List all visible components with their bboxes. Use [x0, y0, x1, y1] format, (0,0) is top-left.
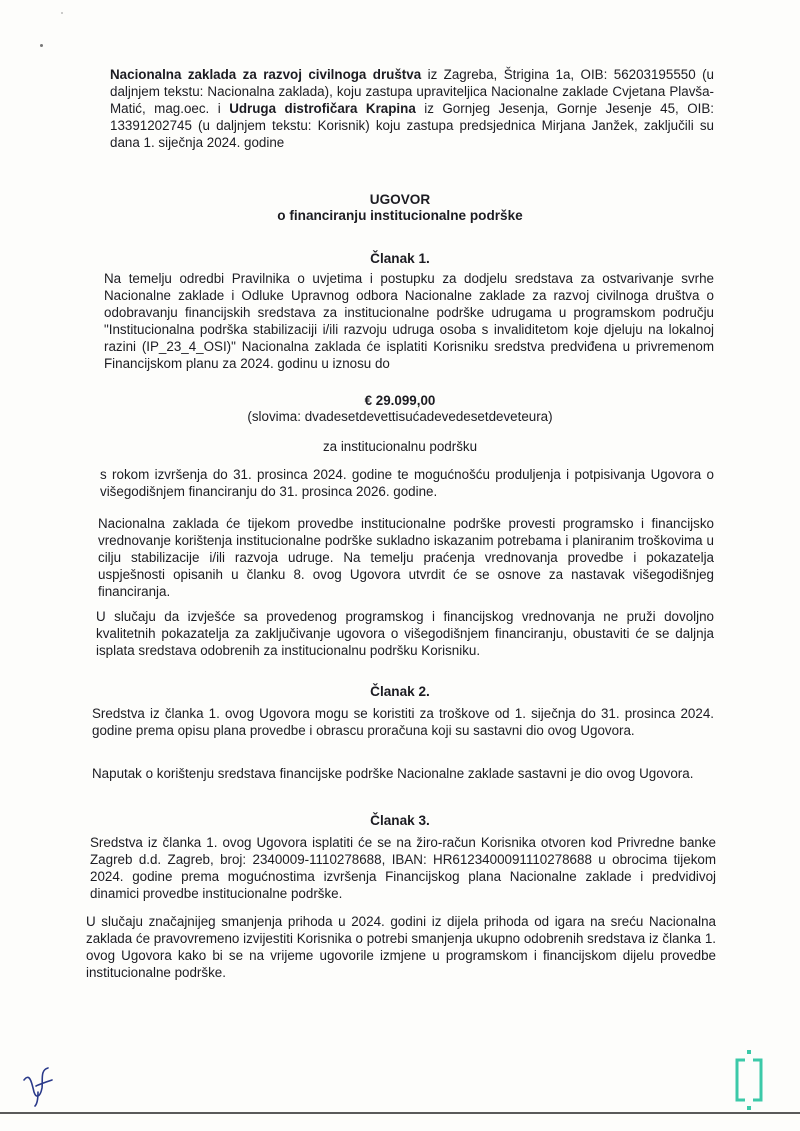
amount: € 29.099,00: [364, 393, 436, 408]
article-1-heading: Članak 1.: [370, 251, 430, 266]
scan-speck: [40, 44, 43, 47]
intro-text-a: iz Zagreba, Štrigina 1a, OIB: 56203195550 (u daljnjem tekstu: Nacionalna zaklada), koju zastupa upraviteljica Nacionalne zaklade Cvjetana Plavša-Matić, mag.oec. i: [110, 67, 714, 116]
amount-in-words: (slovima: dvadesetdevettisućadevedesetdeveteura): [247, 409, 553, 424]
intro-text-b: iz Gornjeg Jesenja, Gornje Jesenje 45, OIB: 13391202745 (u daljnjem tekstu: Korisnik) koju zastupa predsjednica Mirjana Janžek, zaključili su dana 1. siječnja 2024. godine: [110, 101, 714, 150]
party2-name: Udruga distrofičara Krapina: [229, 101, 416, 116]
article-2-heading: Članak 2.: [370, 684, 430, 699]
bracket-logo-icon: [733, 1050, 765, 1110]
intro-paragraph: [110, 66, 714, 151]
party1-name: Nacionalna zaklada za razvoj civilnoga društva: [110, 67, 422, 82]
article-3-paragraph-1: Sredstva iz članka 1. ovog Ugovora isplatiti će se na žiro-račun Korisnika otvoren kod Privredne banke Zagreb d.d. Zagreb, broj: 2340009-1110278688, IBAN: HR6123400091110278688 u obrocima tijekom 2024. godine prema mogućnostima izvršenja Financijskog plana Nacionalne zaklade i predvidivoj dinamici provedbe institucionalne podrške.: [90, 835, 716, 901]
article-3-heading: Članak 3.: [370, 813, 430, 828]
purpose: za institucionalnu podršku: [322, 439, 478, 454]
article-2-paragraph-1: Sredstva iz članka 1. ovog Ugovora mogu se koristiti za troškove od 1. siječnja do 31. prosinca 2024. godine prema opisu plana provedbe i obrascu proračuna koji su sastavni dio ovog Ugovora.: [92, 706, 714, 738]
article-1-paragraph-3: Nacionalna zaklada će tijekom provedbe institucionalne podrške provesti programsko i financijsko vrednovanje korištenja institucionalne podrške sukladno iskazanim potrebama i planiranim troškovima u cilju stabilizacije i/ili razvoja udruge. Na temelju praćenja vrednovanja provedbe i pokazatelja uspješnosti opisanih u članku 8. ovog Ugovora utvrdit će se osnove za nastavak višegodišnjeg financiranja.: [98, 516, 714, 599]
contract-title: UGOVOR: [369, 192, 431, 207]
article-1-paragraph-2: s rokom izvršenja do 31. prosinca 2024. godine te mogućnošću produljenja i potpisivanja Ugovora o višegodišnjem financiranju do 31. prosinca 2026. godine.: [100, 467, 714, 499]
signature-icon: [18, 1058, 58, 1108]
scan-edge-line: [0, 1112, 800, 1114]
article-1-paragraph-1: Na temelju odredbi Pravilnika o uvjetima i postupku za dodjelu sredstava za ostvarivanje svrhe Nacionalne zaklade i Odluke Upravnog odbora Nacionalne zaklade za razvoj civilnoga društva o odobravanju financijskih sredstava za institucionalne podrške udrugama u programskom području "Institucionalna podrška stabilizaciji i/ili razvoju udruga osoba s invaliditetom koje djeluju na lokalnoj razini (IP_23_4_OSI)" Nacionalna zaklada će isplatiti Korisniku sredstva predviđena u privremenom Financijskom planu za 2024. godinu u iznosu do: [104, 271, 714, 371]
article-3-paragraph-2: U slučaju značajnijeg smanjenja prihoda u 2024. godini iz dijela prihoda od igara na sreću Nacionalna zaklada će pravovremeno izvijestiti Korisnika o potrebi smanjenja ukupno odobrenih sredstava iz članka 1. ovog Ugovora kako bi se na vrijeme ugovorile izmjene u programskom i financijskom dijelu provedbe institucionalne podrške.: [86, 914, 716, 980]
article-2-paragraph-2: Naputak o korištenju sredstava financijske podrške Nacionalne zaklade sastavni je dio ovog Ugovora.: [92, 766, 694, 781]
contract-subtitle: o financiranju institucionalne podrške: [277, 208, 523, 223]
scan-speck: [61, 12, 63, 14]
article-1-paragraph-4: U slučaju da izvješće sa provedenog programskog i financijskog vrednovanja ne pruži dovoljno kvalitetnih pokazatelja za zaključivanje ugovora o višegodišnjem financiranju, obustaviti će se daljnja isplata sredstava odobrenih za institucionalnu podršku Korisniku.: [96, 609, 714, 658]
